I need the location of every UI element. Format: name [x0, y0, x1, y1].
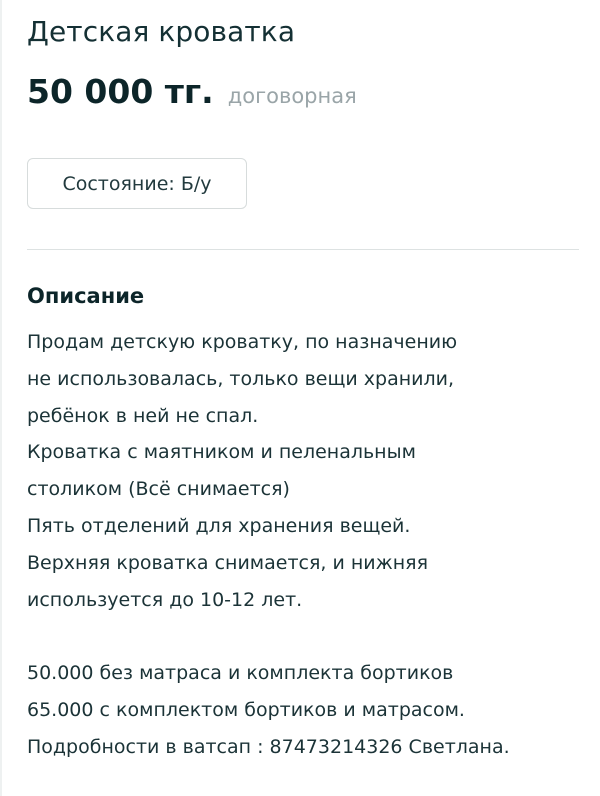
description-line: Подробности в ватсап : 87473214326 Светлана. — [27, 735, 510, 758]
price-value: 50 000 тг. — [27, 72, 214, 111]
description-line: не использовалась, только вещи хранили, — [27, 367, 455, 390]
description-line: 65.000 с комплектом бортиков и матрасом. — [27, 698, 465, 721]
description-line: Продам детскую кроватку, по назначению — [27, 331, 458, 353]
description-line: Верхняя кроватка снимается, и нижняя — [27, 551, 429, 574]
description-line: используется до 10-12 лет. — [27, 588, 303, 611]
description-line: Кроватка с маятником и пеленальным — [27, 441, 416, 464]
description-line: Пять отделений для хранения вещей. — [27, 514, 411, 537]
price-row — [27, 70, 357, 118]
description-line: 50.000 без матраса и комплекта бортиков — [27, 662, 454, 685]
description-heading: Описание — [27, 284, 145, 308]
left-edge-rule — [0, 0, 2, 796]
description-blank-line — [27, 618, 587, 655]
description-line: ребёнок в ней не спал. — [27, 404, 259, 427]
listing-title: Детская кроватка — [27, 15, 296, 48]
condition-tag[interactable]: Состояние: Б/у — [27, 158, 247, 209]
description-text — [27, 324, 587, 766]
price-negotiable-note: договорная — [227, 84, 357, 108]
description-line: столиком (Всё снимается) — [27, 478, 290, 501]
section-divider — [27, 249, 579, 250]
